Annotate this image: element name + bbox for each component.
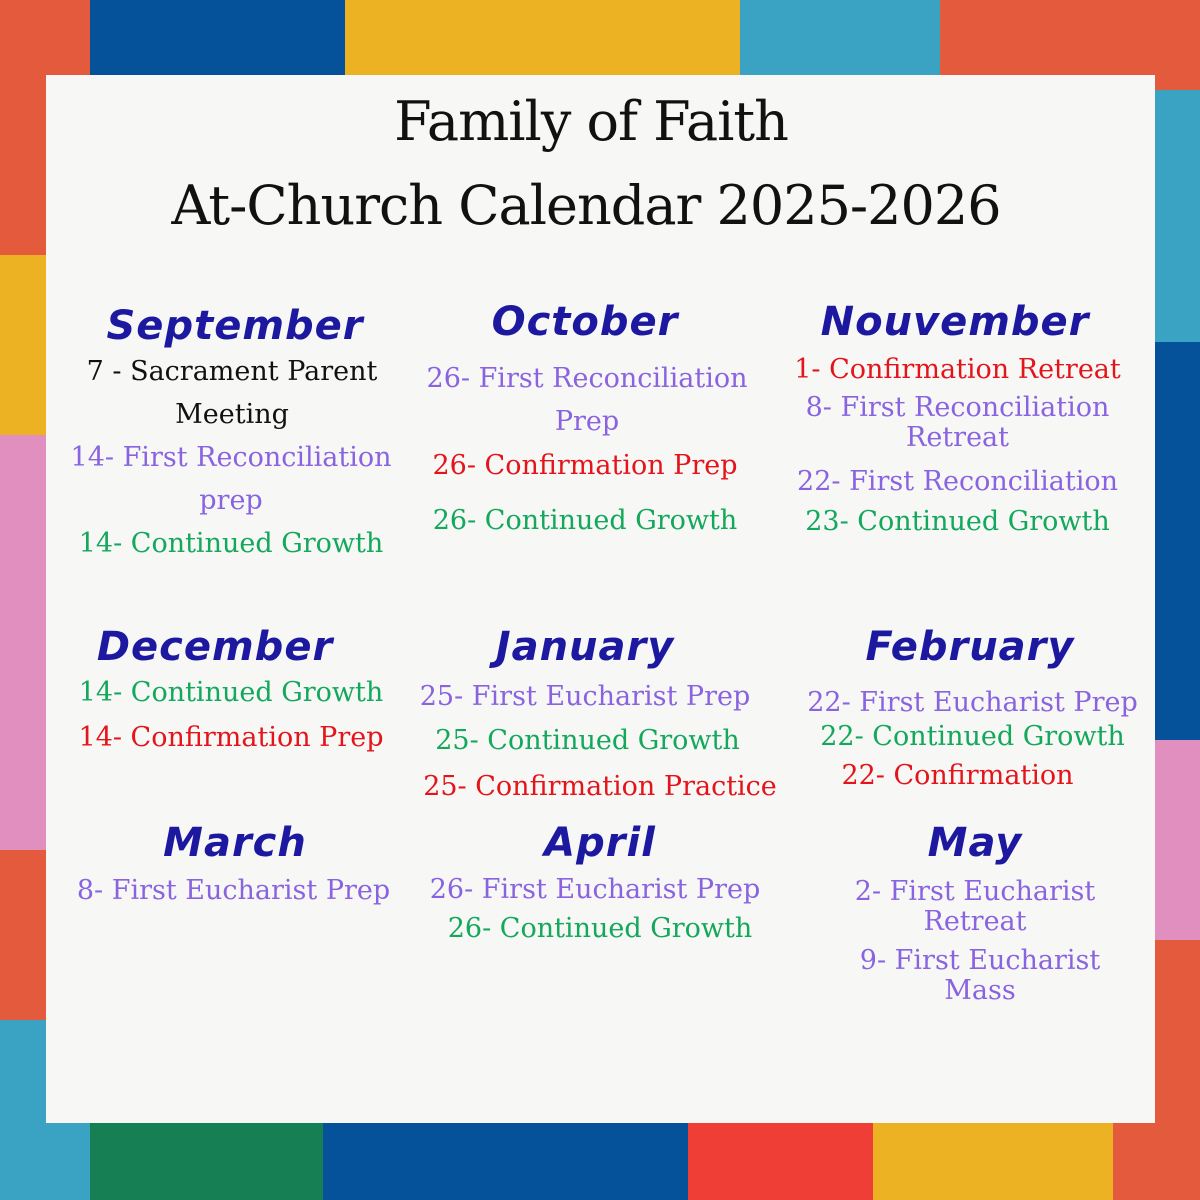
event-item: 8- First Eucharist Prep — [76, 875, 391, 906]
event-item: 22- First Eucharist Prep — [807, 687, 1138, 718]
event-item: 23- Continued Growth — [805, 506, 1110, 537]
frame-block — [688, 1123, 873, 1200]
event-item: 9- First Eucharist Mass — [859, 945, 1101, 1006]
month-heading-december: December — [96, 624, 334, 670]
frame-block — [90, 0, 345, 75]
month-heading-november: Nouvember — [820, 299, 1090, 345]
month-heading-may: May — [927, 820, 1023, 866]
event-item: 26- First Eucharist Prep — [429, 874, 761, 905]
title-line-1: Family of Faith — [394, 90, 788, 153]
frame-block — [873, 1123, 1113, 1200]
frame-block — [323, 1123, 688, 1200]
event-item: 7 - Sacrament Parent Meeting — [86, 356, 378, 430]
event-item: 8- First Reconciliation Retreat — [805, 392, 1110, 453]
event-item: 22- Continued Growth — [820, 721, 1125, 752]
event-item: 1- Confirmation Retreat — [794, 354, 1121, 385]
frame-block — [0, 255, 46, 435]
event-item: 14- Continued Growth — [78, 677, 384, 708]
frame-block — [1155, 75, 1200, 90]
frame-block — [940, 0, 1200, 75]
frame-block — [0, 0, 90, 75]
event-item: 2- First Eucharist Retreat — [854, 876, 1096, 937]
month-heading-february: February — [865, 624, 1075, 670]
month-heading-april: April — [544, 820, 656, 866]
month-heading-january: January — [495, 624, 675, 670]
frame-block — [90, 1123, 323, 1200]
event-item: 26- Confirmation Prep — [432, 450, 738, 481]
event-item: 26- Continued Growth — [432, 505, 738, 536]
event-item: 14- Continued Growth — [78, 528, 384, 559]
event-item: 26- First Reconciliation Prep — [426, 363, 748, 437]
title-line-2: At-Church Calendar 2025-2026 — [171, 174, 1001, 237]
event-item: 25- Continued Growth — [435, 725, 740, 756]
frame-block — [1155, 342, 1200, 740]
event-item: 22- Confirmation — [841, 760, 1074, 791]
frame-block — [46, 1123, 90, 1200]
frame-block — [0, 850, 46, 1020]
frame-block — [1113, 1123, 1155, 1200]
event-item: 22- First Reconciliation — [797, 466, 1118, 497]
event-item: 14- Confirmation Prep — [78, 722, 384, 753]
frame-block — [345, 0, 740, 75]
event-item: 14- First Reconciliation prep — [70, 442, 392, 516]
event-item: 25- Confirmation Practice — [423, 771, 777, 802]
month-heading-september: September — [106, 303, 364, 349]
month-heading-october: October — [491, 299, 679, 345]
page-title — [46, 80, 1146, 248]
frame-block — [0, 1020, 46, 1200]
event-item: 25- First Eucharist Prep — [419, 681, 751, 712]
frame-block — [740, 0, 940, 75]
event-item: 26- Continued Growth — [447, 913, 753, 944]
frame-block — [1155, 740, 1200, 940]
frame-block — [1155, 940, 1200, 1200]
month-heading-march: March — [163, 820, 307, 866]
frame-block — [1155, 90, 1200, 342]
